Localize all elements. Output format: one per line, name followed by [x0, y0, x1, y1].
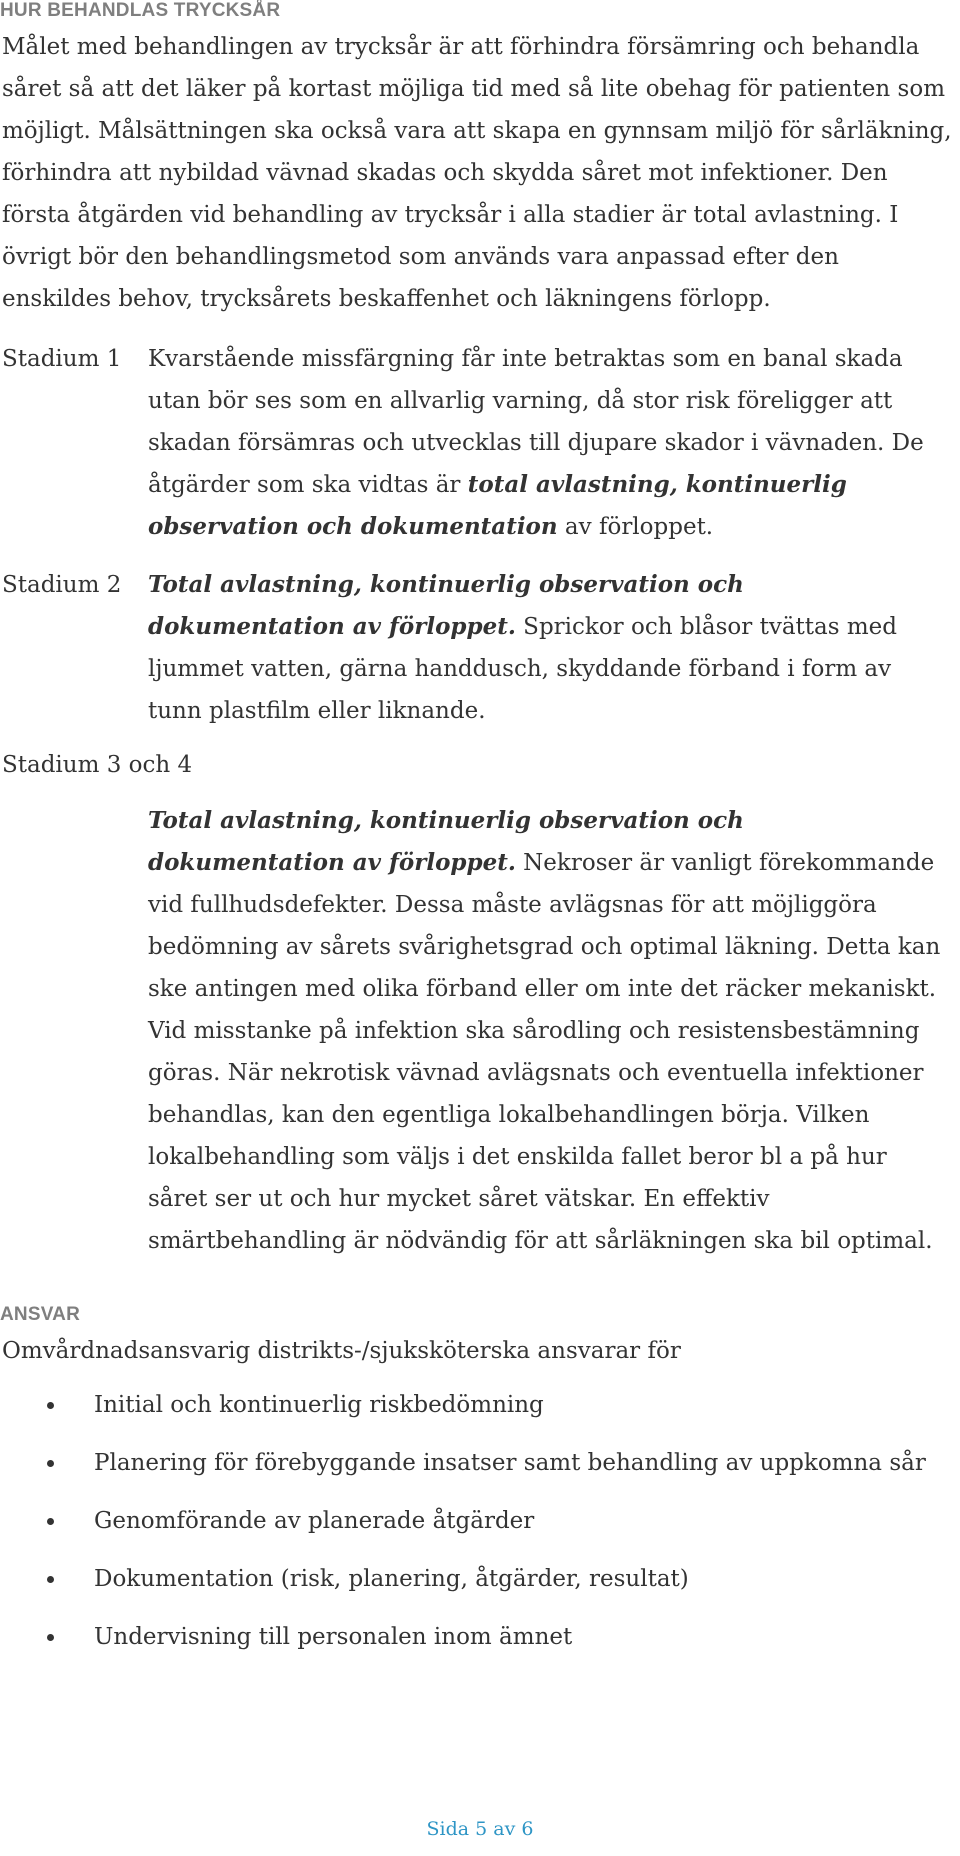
- bullet-icon: [47, 1402, 54, 1409]
- list-item: [0, 1442, 926, 1500]
- stage-1-text: [148, 338, 948, 548]
- stage-2-text: [148, 564, 948, 732]
- stage-2-label: Stadium 2: [2, 572, 122, 598]
- stage-3-4-text-b: Nekroser är vanligt förekommande vid fullhudsdefekter. Dessa måste avlägsnas för att möjliggöra bedömning av sårets svårighetsgrad och optimal läkning. Detta kan ske antingen med olika förband eller om inte det räcker mekaniskt. Vid misstanke på infektion ska sårodling och resistensbestämning göras. När nekrotisk vävnad avlägsnats och eventuella infektioner behandlas, kan den egentliga lokalbehandlingen börja. Vilken lokalbehandling som väljs i det enskilda fallet beror bl a på hur såret ser ut och hur mycket såret vätskar. En effektiv smärtbehandling är nödvändig för att sårläkningen ska bil optimal.: [148, 850, 941, 1254]
- bullet-icon: [47, 1460, 54, 1467]
- stage-3-4-text: [148, 800, 948, 1262]
- stage-3-4-label: Stadium 3 och 4: [2, 752, 193, 778]
- bullet-icon: [47, 1518, 54, 1525]
- stage-1-text-a: Kvarstående missfärgning får inte betraktas som en banal skada utan bör ses som en allvarlig varning, då stor risk föreligger att skadan försämras och utvecklas till djupare skador i vävnaden. De åtgärder som ska vidtas är: [148, 346, 924, 498]
- list-item: [0, 1384, 926, 1442]
- list-item-text: Planering för förebyggande insatser samt behandling av uppkomna sår: [94, 1450, 926, 1476]
- responsibility-list: [0, 1384, 926, 1674]
- list-item-text: Undervisning till personalen inom ämnet: [94, 1624, 573, 1650]
- treatment-paragraph: Målet med behandlingen av trycksår är att förhindra försämring och behandla såret så att det läker på kortast möjliga tid med så lite obehag för patienten som möjligt. Målsättningen ska också vara att skapa en gynnsam miljö för sårläkning, förhindra att nybildad vävnad skadas och skydda såret mot infektioner. Den första åtgärden vid behandling av trycksår i alla stadier är total avlastning. I övrigt bör den behandlingsmetod som används vara anpassad efter den enskildes behov, trycksårets beskaffenhet och läkningens förlopp.: [2, 34, 952, 312]
- page-number: Sida 5 av 6: [426, 1818, 534, 1840]
- stage-1-text-b: av förloppet.: [557, 514, 714, 540]
- stage-2-text-b: Sprickor och blåsor tvättas med ljummet vatten, gärna handdusch, skyddande förband i form av tunn plastfilm eller liknande.: [148, 614, 897, 724]
- list-item: [0, 1558, 926, 1616]
- list-item-text: Dokumentation (risk, planering, åtgärder, resultat): [94, 1566, 689, 1592]
- stage-2-emphasis: Total avlastning, kontinuerlig observation och dokumentation av förloppet.: [148, 571, 744, 640]
- bullet-icon: [47, 1634, 54, 1641]
- stage-1-label: Stadium 1: [2, 346, 122, 372]
- stage-1-emphasis: total avlastning, kontinuerlig observation och dokumentation: [148, 471, 847, 540]
- list-item-text: Initial och kontinuerlig riskbedömning: [94, 1392, 544, 1418]
- list-item: [0, 1616, 926, 1674]
- responsibility-intro: Omvårdnadsansvarig distrikts-/sjuksköterska ansvarar för: [2, 1338, 681, 1364]
- stage-3-4-emphasis: Total avlastning, kontinuerlig observation och dokumentation av förloppet.: [148, 807, 744, 876]
- list-item: [0, 1500, 926, 1558]
- section-heading-responsibility: ANSVAR: [0, 1304, 81, 1325]
- bullet-icon: [47, 1576, 54, 1583]
- section-heading-treatment: HUR BEHANDLAS TRYCKSÅR: [0, 0, 281, 21]
- list-item-text: Genomförande av planerade åtgärder: [94, 1508, 535, 1534]
